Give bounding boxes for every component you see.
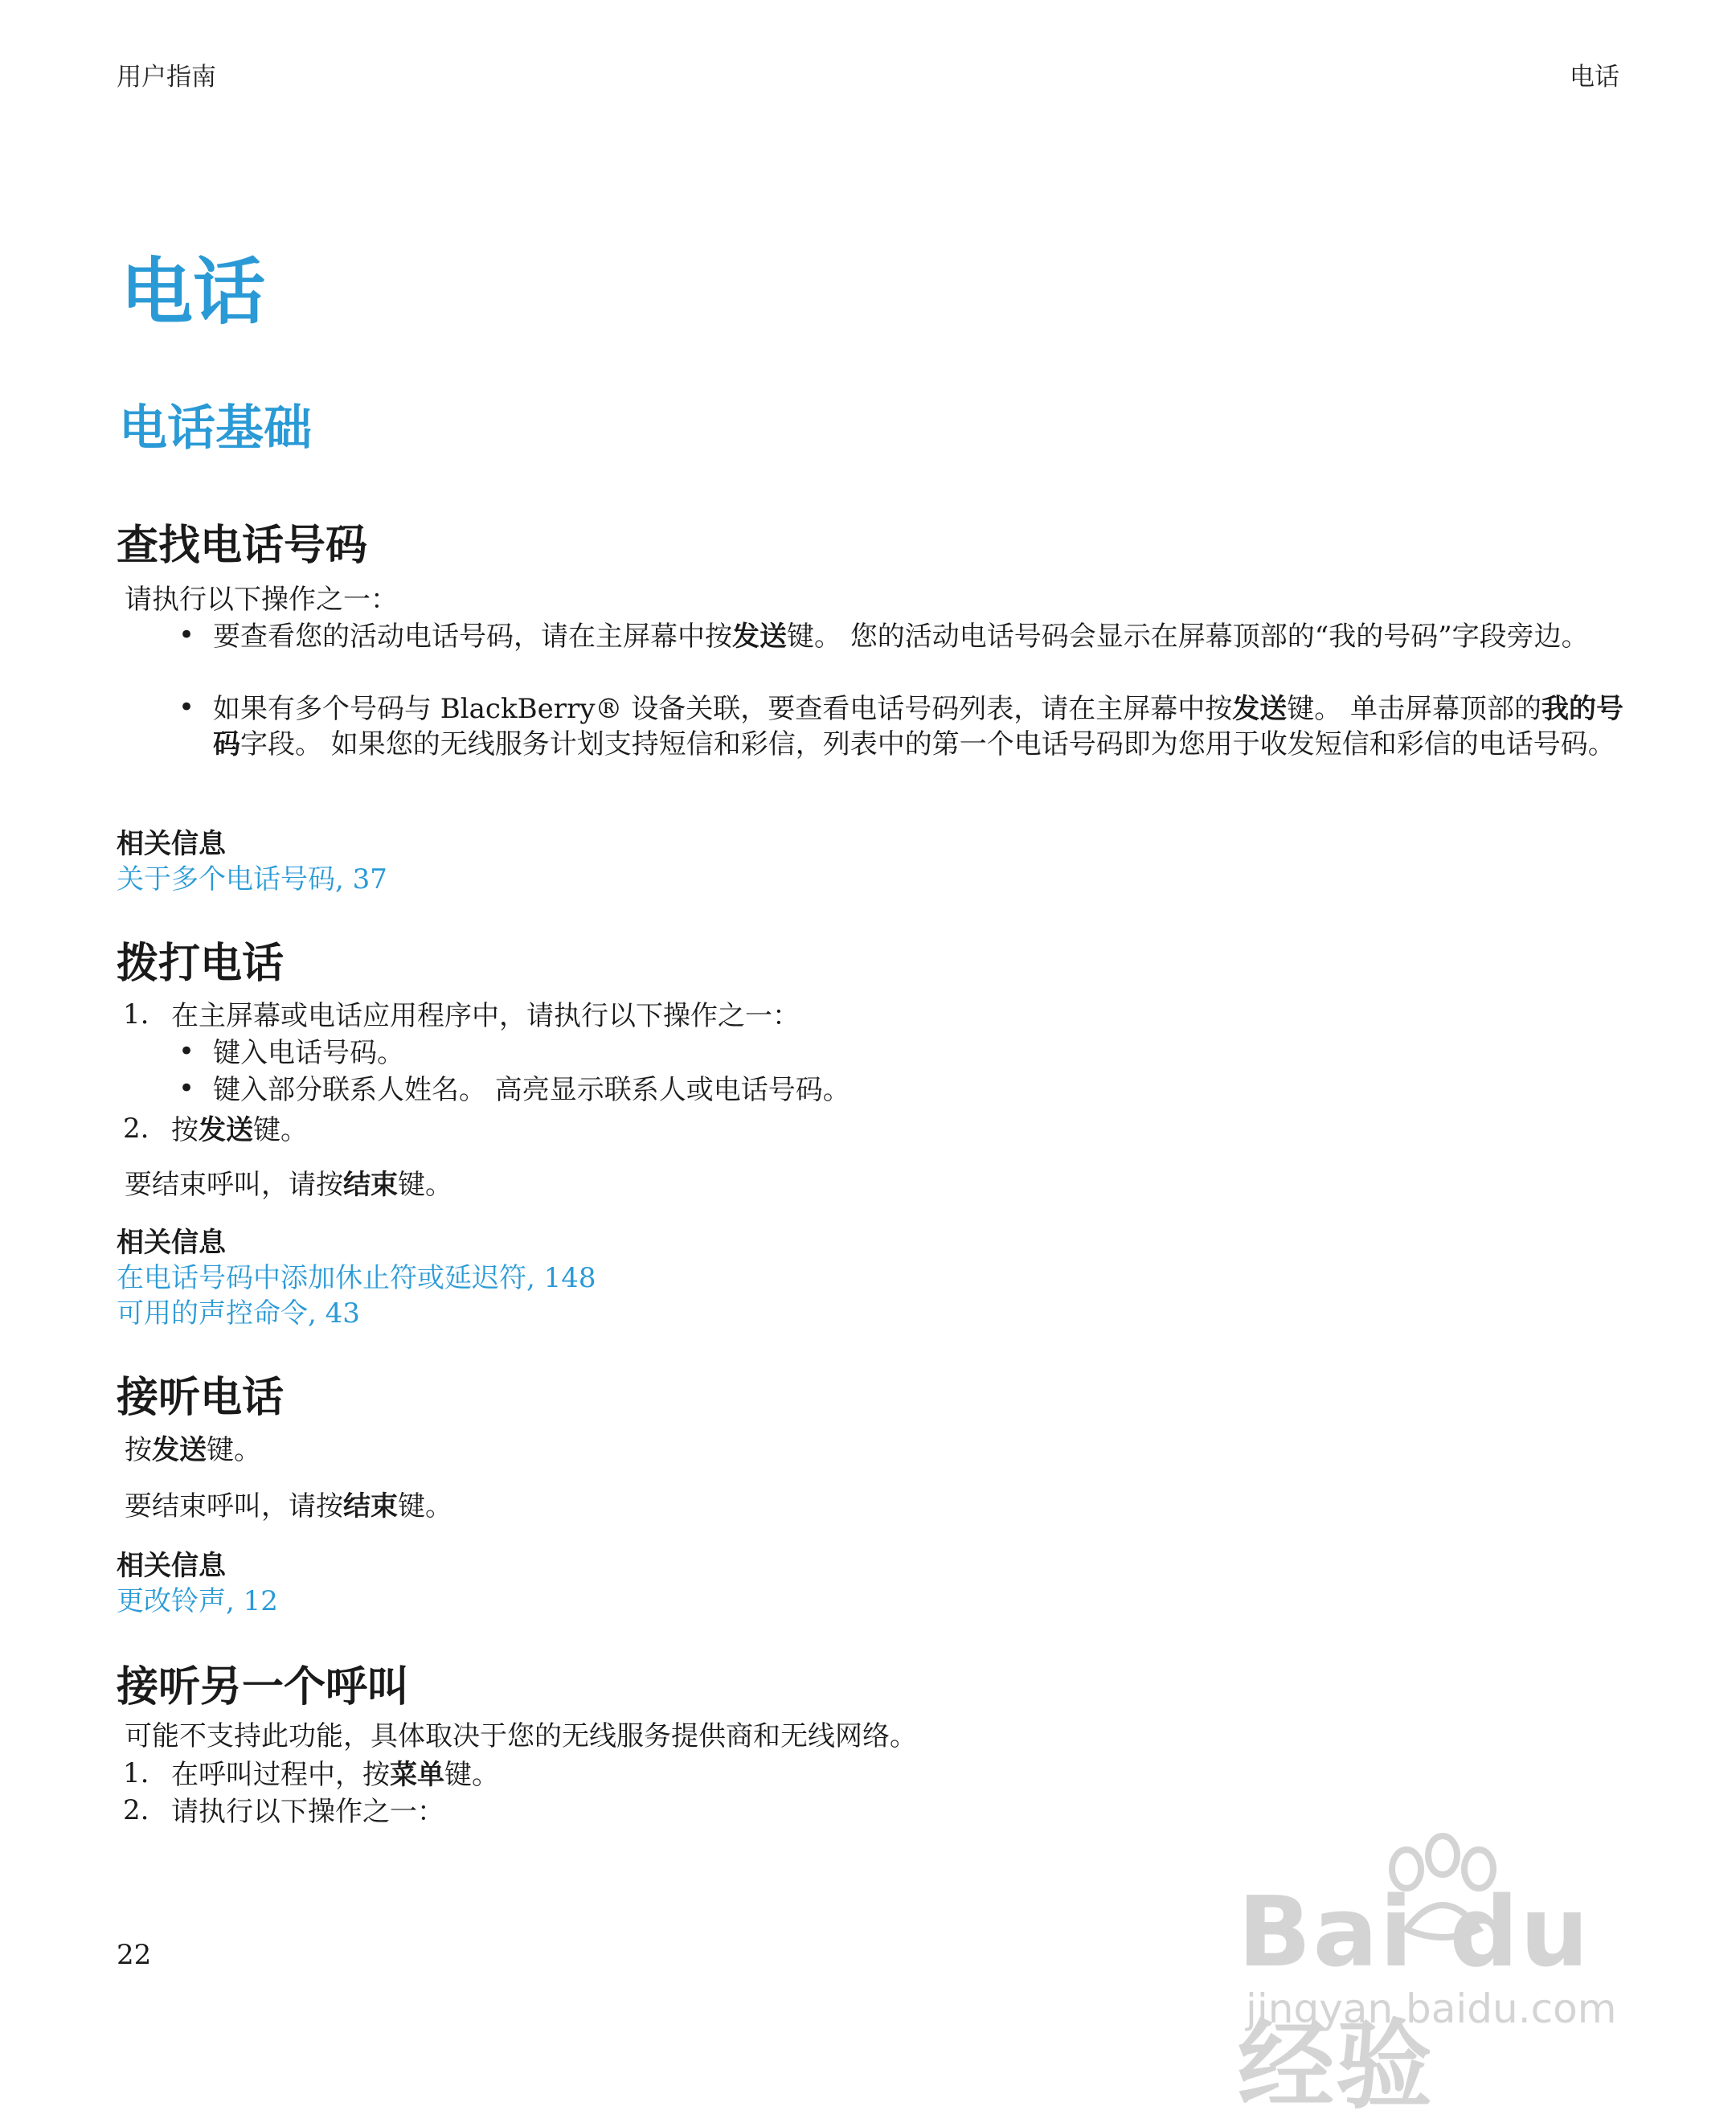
related-link[interactable]: 关于多个电话号码, 37 — [117, 863, 387, 895]
step-number: 2. — [123, 1113, 149, 1145]
section-title: 电话基础 — [119, 400, 312, 457]
step-number: 1. — [123, 1757, 149, 1789]
related-link[interactable]: 更改铃声, 12 — [117, 1585, 278, 1617]
sec2-step-2: 按发送键。 — [171, 1114, 308, 1146]
heading-find-number: 查找电话号码 — [117, 522, 368, 570]
chapter-title: 电话 — [121, 250, 265, 334]
running-header-left: 用户指南 — [117, 63, 216, 92]
bullet-marker: • — [178, 691, 195, 723]
sec2-bullet-1: 键入电话号码。 — [213, 1037, 404, 1069]
heading-make-call: 拨打电话 — [117, 940, 285, 988]
sec3-press-send: 按发送键。 — [125, 1434, 261, 1466]
related-info-label: 相关信息 — [117, 1227, 226, 1259]
sec1-bullet-1: 要查看您的活动电话号码，请在主屏幕中按发送键。 您的活动电话号码会显示在屏幕顶部的“我的号码”字段旁边。 — [213, 621, 1589, 653]
sec1-intro: 请执行以下操作之一： — [125, 584, 398, 616]
step-number: 2. — [123, 1794, 149, 1826]
bullet-marker: • — [178, 1035, 195, 1068]
sec1-bullet-2: 如果有多个号码与 BlackBerry® 设备关联，要查看电话号码列表，请在主屏幕中按发送键。 单击屏幕顶部的我的号码字段。 如果您的无线服务计划支持短信和彩信，列表中的第一个电话号码即为您用于收发短信和彩信的电话号码。 — [213, 693, 1624, 760]
sec2-bullet-2: 键入部分联系人姓名。 高亮显示联系人或电话号码。 — [213, 1074, 850, 1106]
bullet-marker: • — [178, 1072, 195, 1104]
baidu-watermark — [1238, 1833, 1656, 2122]
step-number: 1. — [123, 998, 149, 1031]
related-link[interactable]: 可用的声控命令, 43 — [117, 1297, 360, 1330]
related-link[interactable]: 在电话号码中添加休止符或延迟符, 148 — [117, 1262, 596, 1294]
heading-answer-call: 接听电话 — [117, 1374, 285, 1422]
sec3-end-call: 要结束呼叫，请按结束键。 — [125, 1490, 452, 1523]
related-info-label: 相关信息 — [117, 828, 226, 860]
sec4-step-2: 请执行以下操作之一： — [171, 1796, 444, 1828]
sec4-intro: 可能不支持此功能，具体取决于您的无线服务提供商和无线网络。 — [125, 1720, 917, 1752]
sec2-step-1: 在主屏幕或电话应用程序中，请执行以下操作之一： — [171, 1000, 800, 1032]
heading-answer-another-call: 接听另一个呼叫 — [117, 1663, 410, 1711]
bullet-marker: • — [178, 619, 195, 651]
related-info-label: 相关信息 — [117, 1550, 226, 1582]
page-number: 22 — [117, 1939, 152, 1971]
sec2-end-call: 要结束呼叫，请按结束键。 — [125, 1169, 452, 1201]
watermark-url: jingyan.baidu.com — [1246, 1986, 1617, 2032]
running-header-right: 电话 — [1570, 63, 1619, 92]
watermark-text: Bai du 经验 — [1238, 1877, 1591, 2122]
sec4-step-1: 在呼叫过程中，按菜单键。 — [171, 1759, 499, 1791]
